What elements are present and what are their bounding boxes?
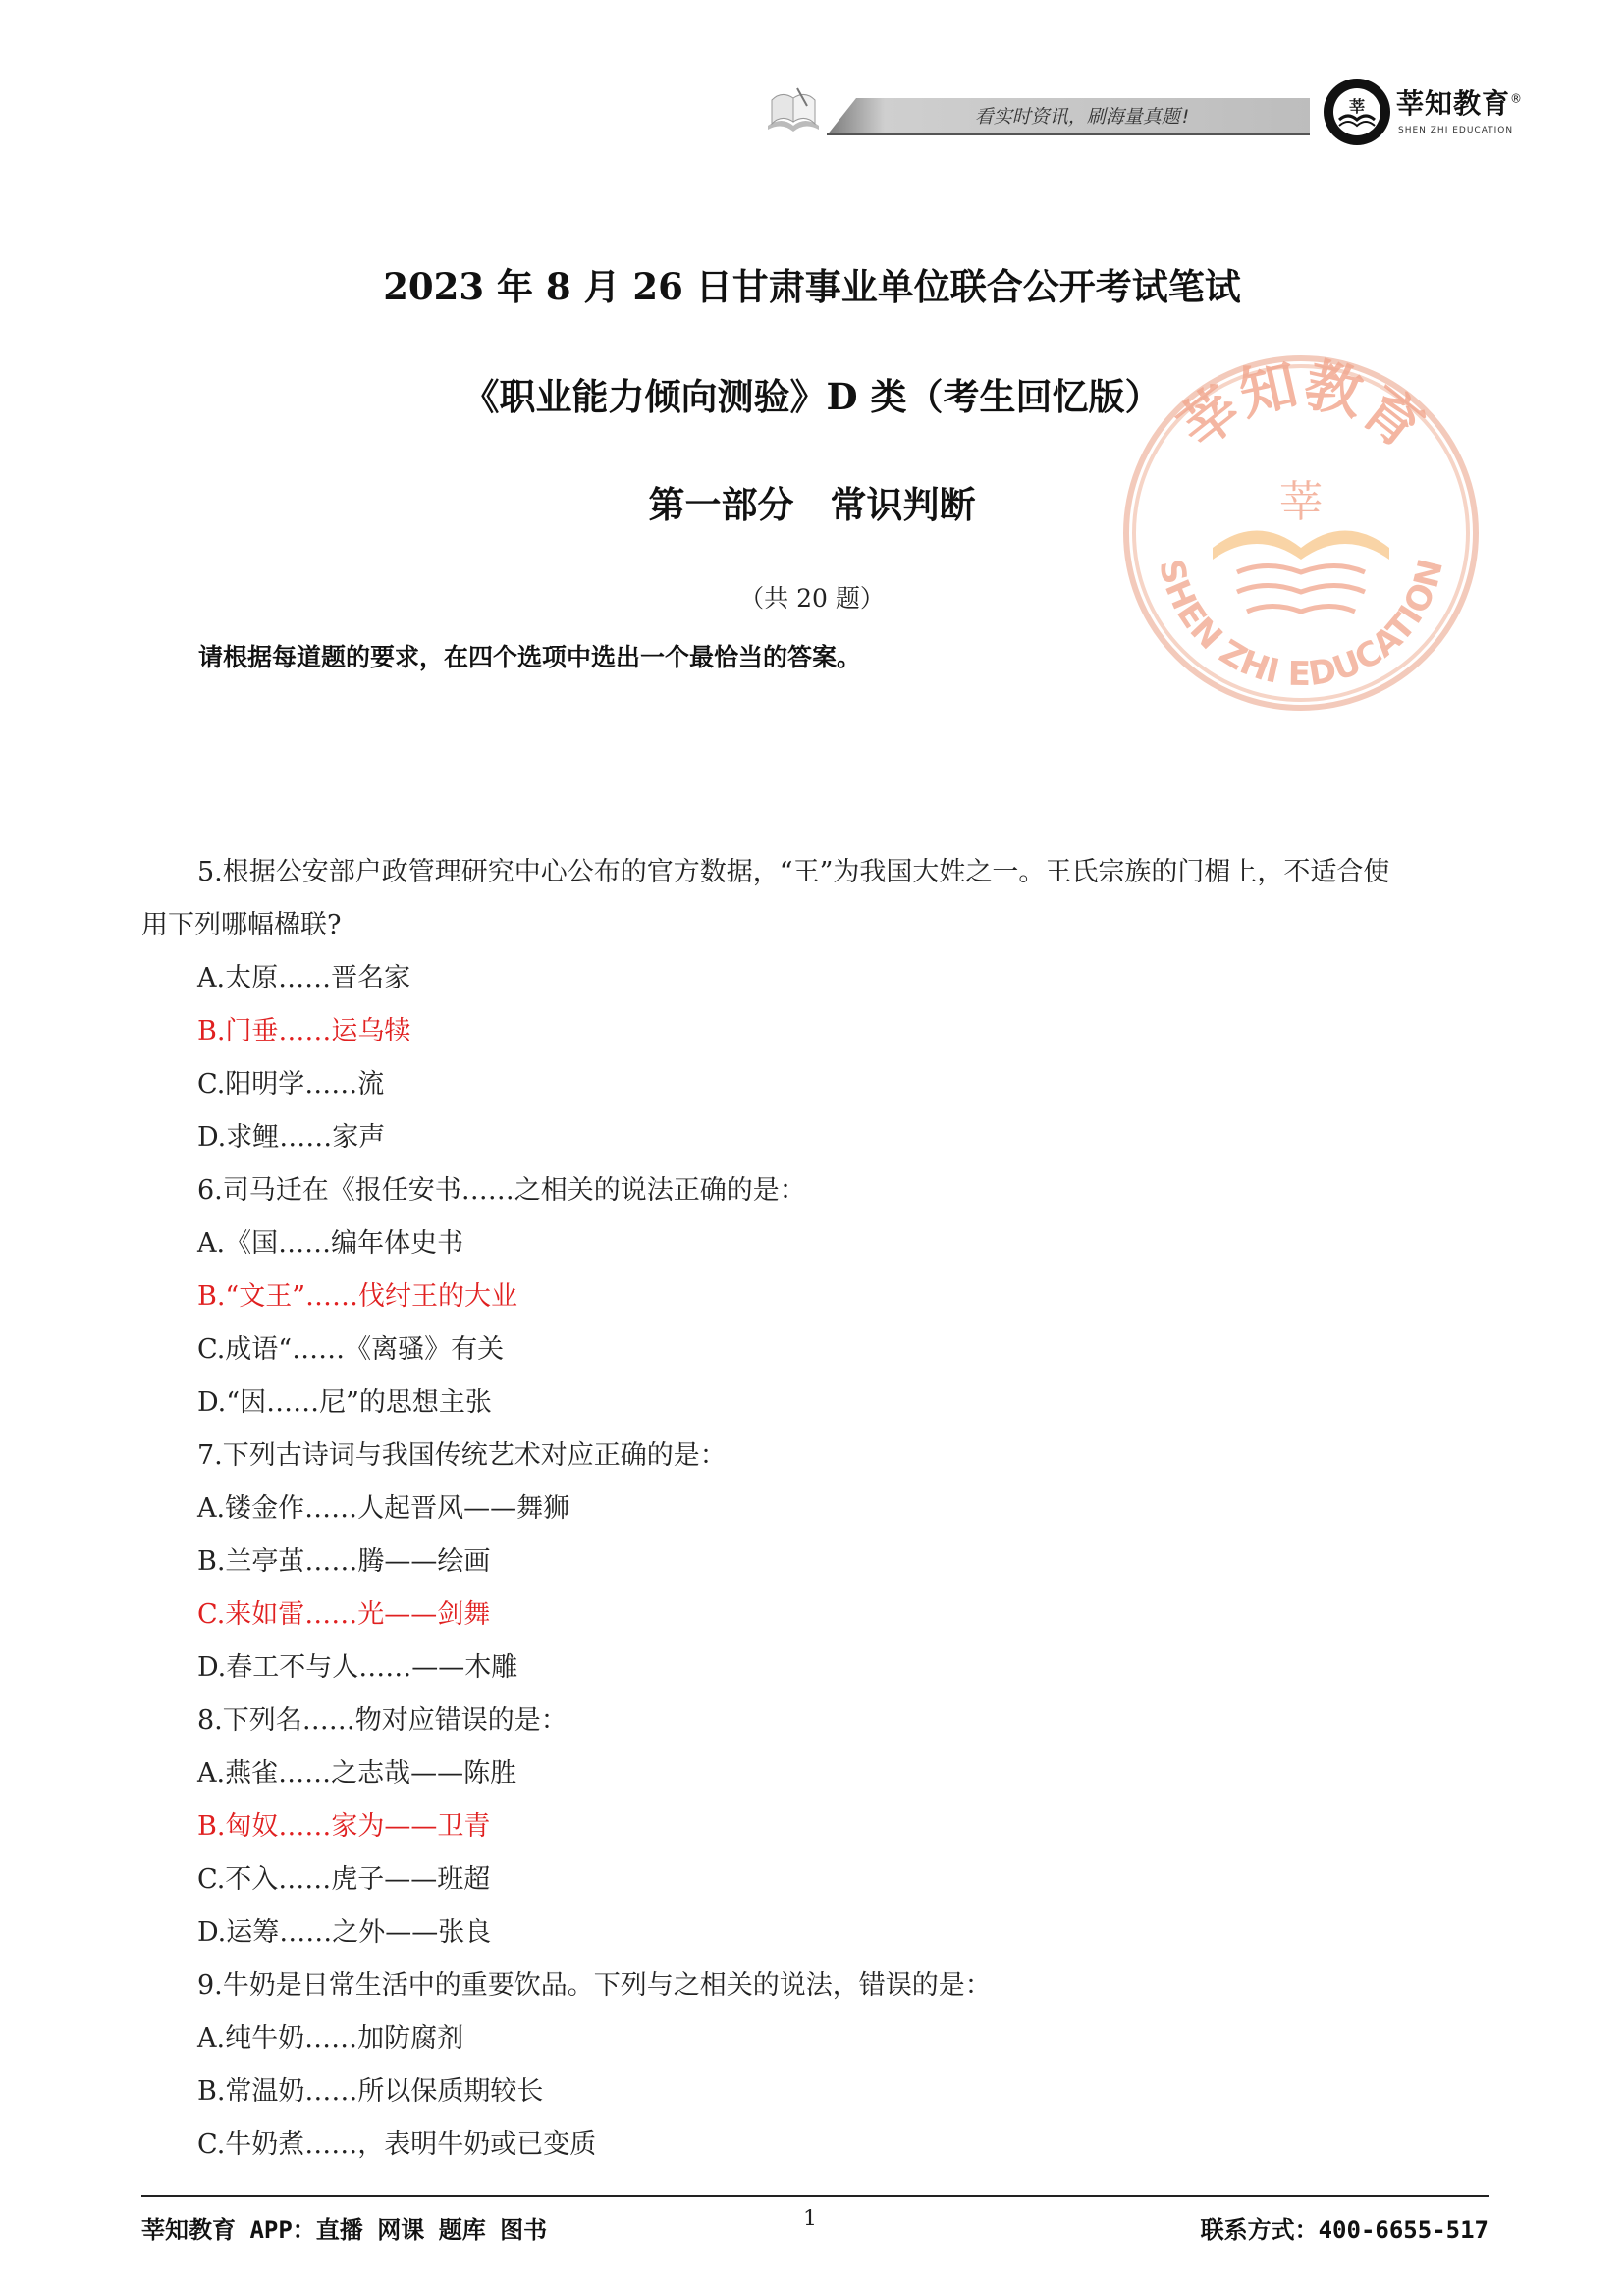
svg-text:莘: 莘 [1348, 97, 1366, 116]
question-stem: 6.司马迁在《报任安书……之相关的说法正确的是： [197, 1175, 806, 1205]
option-b: B.兰亭茧……腾——绘画 [197, 1546, 491, 1576]
option-c: C.成语“……《离骚》有关 [197, 1334, 505, 1364]
question-stem: 8.下列名……物对应错误的是： [197, 1705, 568, 1735]
svg-text:莘知教育: 莘知教育 [1166, 351, 1435, 462]
option-c-answer: C.来如雷……光——剑舞 [197, 1599, 491, 1629]
option-a: A.《国……编年体史书 [197, 1228, 464, 1258]
option-d: D.求鲤……家声 [197, 1122, 386, 1152]
footer-divider [141, 2195, 1489, 2197]
option-d: D.“因……尼”的思想主张 [197, 1387, 492, 1417]
footer-app-info: 莘知教育 APP：直播 网课 题库 图书 [141, 2216, 548, 2244]
document-title: 2023 年 8 月 26 日甘肃事业单位联合公开考试笔试 [383, 265, 1241, 308]
option-c: C.不入……虎子——班超 [197, 1864, 491, 1895]
instruction-text: 请根据每道题的要求，在四个选项中选出一个最恰当的答案。 [198, 643, 862, 671]
question-stem: 5.根据公安部户政管理研究中心公布的官方数据，“王”为我国大姓之一。王氏宗族的门楣上，不适合使 [197, 857, 1390, 887]
question-stem: 7.下列古诗词与我国传统艺术对应正确的是： [197, 1440, 727, 1470]
section-heading: 第一部分 常识判断 [648, 483, 976, 526]
option-a: A.镂金作……人起晋风——舞狮 [197, 1493, 570, 1523]
option-a: A.燕雀……之志哉——陈胜 [197, 1758, 517, 1789]
footer-contact: 联系方式：400-6655-517 [1200, 2216, 1489, 2244]
question-count: （共 20 题） [739, 584, 885, 613]
option-b-answer: B.匈奴……家为——卫青 [197, 1811, 491, 1842]
question-stem-continued: 用下列哪幅楹联? [141, 910, 342, 940]
header-slogan: 看实时资讯，刷海量真题! [974, 106, 1192, 128]
question-stem: 9.牛奶是日常生活中的重要饮品。下列与之相关的说法，错误的是： [197, 1970, 992, 2001]
brand-name: 莘知教育® [1396, 87, 1524, 120]
book-icon [764, 86, 823, 135]
document-subtitle: 《职业能力倾向测验》D 类（考生回忆版） [462, 375, 1162, 418]
svg-text:莘: 莘 [1279, 477, 1323, 527]
brand-logo-icon [1322, 77, 1392, 147]
page-number: 1 [803, 2207, 817, 2231]
brand-subtitle: SHEN ZHI EDUCATION [1398, 126, 1514, 135]
question-list [141, 846, 1496, 2171]
option-b: B.常温奶……所以保质期较长 [197, 2076, 544, 2107]
option-d: D.运筹……之外——张良 [197, 1917, 492, 1948]
option-c: C.牛奶煮……，表明牛奶或已变质 [197, 2129, 597, 2160]
option-d: D.春工不与人……——木雕 [197, 1652, 518, 1682]
option-b-answer: B.“文王”……伐纣王的大业 [197, 1281, 518, 1311]
svg-text:SHEN ZHI EDUCATION: SHEN ZHI EDUCATION [1151, 555, 1452, 695]
option-a: A.太原……晋名家 [197, 963, 411, 993]
option-a: A.纯牛奶……加防腐剂 [197, 2023, 464, 2054]
option-b-answer: B.门垂……运乌犊 [197, 1016, 411, 1046]
option-c: C.阳明学……流 [197, 1069, 385, 1099]
